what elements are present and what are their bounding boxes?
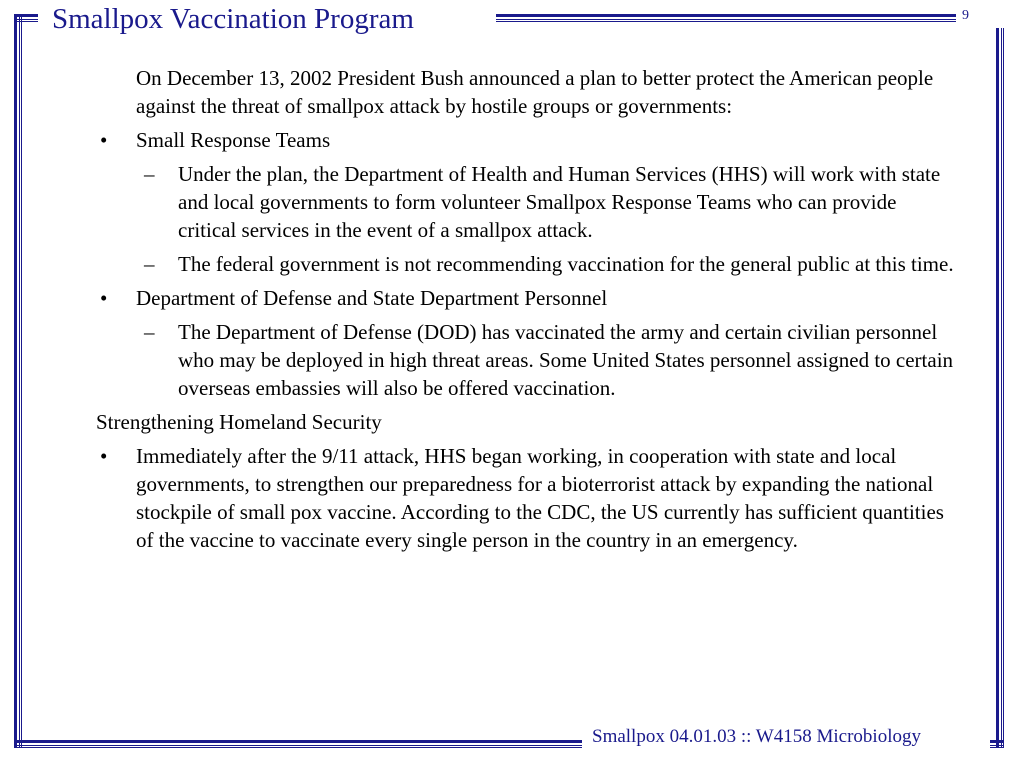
slide-footer: Smallpox 04.01.03 :: W4158 Microbiology bbox=[592, 726, 921, 747]
frame-bottom-right-rule bbox=[990, 740, 1004, 748]
section-heading: Strengthening Homeland Security bbox=[96, 410, 382, 434]
frame-left-rule bbox=[14, 14, 22, 748]
bullet-text: Small Response Teams bbox=[136, 128, 331, 152]
bullet-item bbox=[96, 284, 956, 312]
dash-icon: – bbox=[144, 320, 155, 344]
sub-bullet-text: The federal government is not recommending vaccination for the general public at this time. bbox=[178, 252, 954, 276]
slide-title: Smallpox Vaccination Program bbox=[52, 3, 414, 35]
intro-paragraph: On December 13, 2002 President Bush announced a plan to better protect the American people against the threat of smallpox attack by hostile groups or governments: bbox=[136, 66, 934, 118]
sub-bullet-item bbox=[96, 318, 956, 402]
slide-body bbox=[96, 64, 956, 560]
bullet-icon: • bbox=[100, 286, 108, 310]
dash-icon: – bbox=[144, 162, 155, 186]
bullet-item bbox=[96, 126, 956, 154]
bullet-item bbox=[96, 442, 956, 554]
sub-bullet-item bbox=[96, 160, 956, 244]
frame-top-right-rule bbox=[496, 14, 956, 22]
bullet-icon: • bbox=[100, 128, 108, 152]
bullet-icon: • bbox=[100, 444, 108, 468]
bullet-text: Immediately after the 9/11 attack, HHS began working, in cooperation with state and local governments, to strengthen our preparedness for a bioterrorist attack by expanding the national stockpile of small pox vaccine. According to the CDC, the US currently has sufficient quantities of the vaccine to vaccinate every single person in the country in an emergency. bbox=[136, 444, 944, 552]
frame-bottom-rule bbox=[14, 740, 582, 748]
dash-icon: – bbox=[144, 252, 155, 276]
bullet-text: Department of Defense and State Department Personnel bbox=[136, 286, 608, 310]
frame-right-rule bbox=[996, 28, 1004, 748]
sub-bullet-text: The Department of Defense (DOD) has vaccinated the army and certain civilian personnel who may be deployed in high threat areas. Some United States personnel assigned to certain overseas embassies will also be offered vaccination. bbox=[178, 320, 954, 400]
page-number: 9 bbox=[962, 8, 969, 23]
sub-bullet-text: Under the plan, the Department of Health and Human Services (HHS) will work with state and local governments to form volunteer Smallpox Response Teams who can provide critical services in the event of a smallpox attack. bbox=[178, 162, 941, 242]
sub-bullet-item bbox=[96, 250, 956, 278]
